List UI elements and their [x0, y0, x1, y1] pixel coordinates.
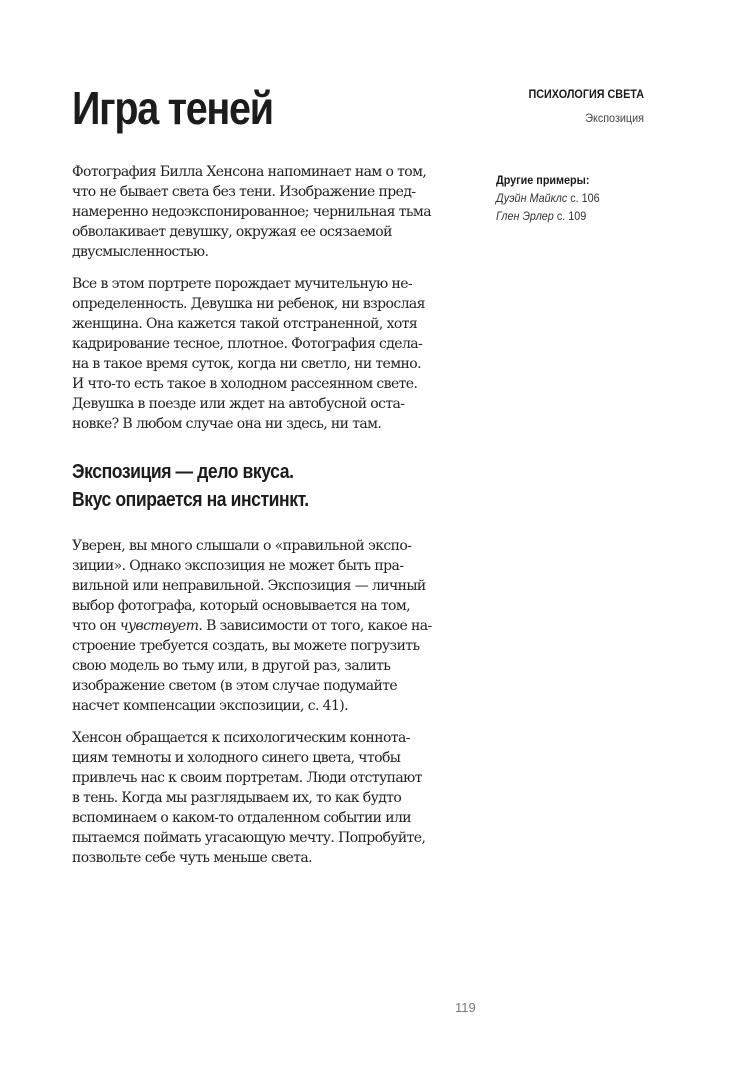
- text-line: вильной или неправильной. Экспозиция — личный: [72, 578, 426, 594]
- paragraph: [72, 536, 476, 716]
- sidebar-item-page: с. 106: [570, 191, 600, 205]
- paragraph: [72, 162, 476, 262]
- text-line: выбор фотографа, который основывается на том,: [72, 598, 411, 614]
- text-line: на в такое время суток, когда ни светло, ни темно.: [72, 356, 421, 372]
- page-title: Игра теней: [72, 82, 273, 134]
- text-line: Хенсон обращается к психологическим коннота-: [72, 730, 410, 746]
- text-line: новке? В любом случае она ни здесь, ни там.: [72, 416, 382, 432]
- sidebar-item: [496, 207, 640, 225]
- main-text: [72, 162, 476, 868]
- text-line: Девушка в поезде или ждет на автобусной оста-: [72, 396, 405, 412]
- sidebar-item-name: Дуэйн Майклс: [496, 191, 568, 205]
- sidebar-item-page: с. 109: [556, 209, 587, 223]
- text-line: зиции». Однако экспозиция не может быть пра-: [72, 558, 404, 574]
- paragraph: [72, 274, 476, 434]
- sidebar-item-name: Глен Эрлер: [496, 209, 554, 223]
- text-line: двусмысленностью.: [72, 244, 209, 260]
- text-line: насчет компенсации экспозиции, с. 41).: [72, 698, 348, 714]
- text-line: изображение светом (в этом случае подумайте: [72, 678, 398, 694]
- text-line: намеренно недоэкспонированное; чернильная тьма: [72, 204, 431, 220]
- text-line: определенность. Девушка ни ребенок, ни взрослая: [72, 296, 425, 312]
- text-line: кадрирование тесное, плотное. Фотография сдела-: [72, 336, 423, 352]
- sidebar-item: [496, 189, 640, 207]
- running-header: [404, 86, 644, 126]
- paragraph: [72, 728, 476, 868]
- text-line: Фотография Билла Хенсона напоминает нам о том,: [72, 164, 427, 180]
- text-line: [72, 616, 476, 636]
- text-line: свою модель во тьму или, в другой раз, залить: [72, 658, 391, 674]
- section-heading: [72, 458, 428, 514]
- section-subtitle: Экспозиция: [585, 111, 644, 125]
- text-line: пытаемся поймать угасающую мечту. Попробуйте,: [72, 830, 426, 846]
- text-fragment: что он: [72, 618, 120, 634]
- see-also-sidebar: [496, 171, 656, 225]
- text-line: что не бывает света без тени. Изображение пред-: [72, 184, 416, 200]
- section-title: ПСИХОЛОГИЯ СВЕТА: [528, 87, 644, 101]
- text-fragment: В зависимости от того, какое на-: [202, 618, 432, 634]
- page-number: 119: [455, 1000, 476, 1015]
- text-line: женщина. Она кажется такой отстраненной, хотя: [72, 316, 418, 332]
- text-line: Все в этом портрете порождает мучительную не-: [72, 276, 413, 292]
- text-line: в тень. Когда мы разглядываем их, то как будто: [72, 790, 402, 806]
- heading-line: Экспозиция — дело вкуса.: [72, 461, 294, 483]
- text-line: обволакивает девушку, окружая ее осязаемой: [72, 224, 392, 240]
- text-line: вспоминаем о каком-то отдаленном событии или: [72, 810, 412, 826]
- emphasis: чувствует.: [119, 618, 203, 634]
- text-line: Уверен, вы много слышали о «правильной экспо-: [72, 538, 412, 554]
- text-line: привлечь нас к своим портретам. Люди отступают: [72, 770, 422, 786]
- text-line: И что-то есть такое в холодном рассеянном свете.: [72, 376, 418, 392]
- text-line: позвольте себе чуть меньше света.: [72, 850, 312, 866]
- text-line: циям темноты и холодного синего цвета, чтобы: [72, 750, 401, 766]
- sidebar-title: Другие примеры:: [496, 173, 590, 187]
- text-line: строение требуется создать, вы можете погрузить: [72, 638, 420, 654]
- heading-line: Вкус опирается на инстинкт.: [72, 489, 309, 511]
